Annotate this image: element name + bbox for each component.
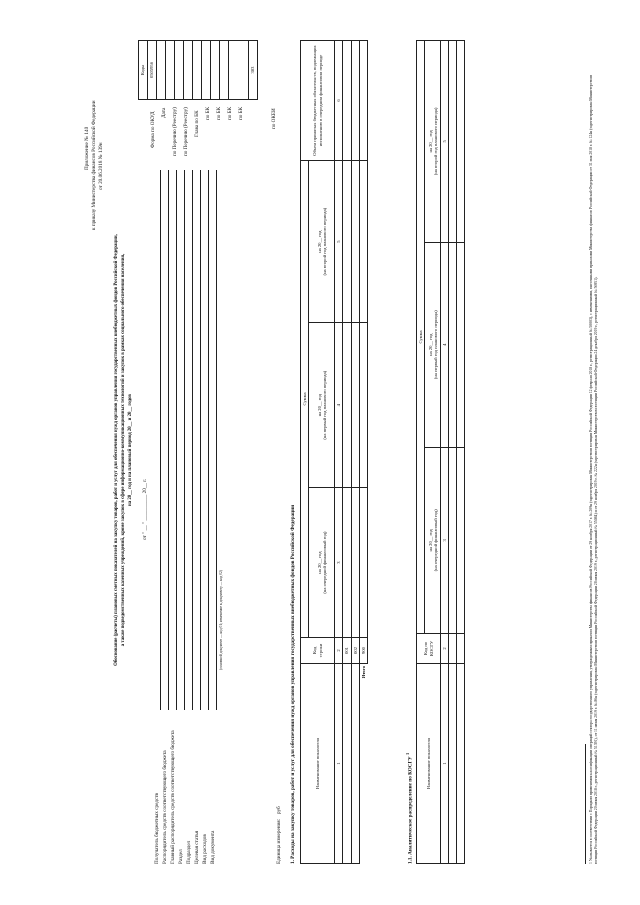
section-1-1-title: 1.1. Аналитическое распределение по КОСГУ $^1$ xyxy=(405,752,414,864)
total-y3[interactable] xyxy=(359,161,367,323)
row-1-code: 001 xyxy=(343,638,351,664)
kosgu-row-1-code[interactable] xyxy=(449,634,457,664)
col-year2-header: на 20__ год (на первый год планового периода) xyxy=(309,323,335,488)
field-subsection: Подраздел xyxy=(186,840,192,864)
bk-code-cell-2[interactable] xyxy=(202,41,211,100)
row-1-y2[interactable] xyxy=(343,323,351,488)
total-label: Итого xyxy=(361,666,367,679)
row-1-y3[interactable] xyxy=(343,161,351,323)
row-2-obl[interactable] xyxy=(351,41,359,161)
order-line-2: от 20.06.2018 № 139н xyxy=(98,142,104,190)
bk-code-cell-4[interactable] xyxy=(220,41,229,100)
kosgu-row-1-y1[interactable] xyxy=(449,447,457,633)
form-title-line-2: а также подведомственных казенных учреждений, кроме закупок в сфере информационно-коммуникационных технологий и закупок в рамках социального обеспечения населения, xyxy=(121,253,126,647)
field-line-4[interactable] xyxy=(184,170,185,710)
row-2-code: 002 xyxy=(351,638,359,664)
col-obligations-header: Объем принятых бюджетных обязательств, подлежащих исполнению в очередном финансовом периоде xyxy=(301,41,335,161)
total-y1[interactable] xyxy=(359,488,367,638)
total-y2[interactable] xyxy=(359,323,367,488)
num-6: 6 xyxy=(335,41,343,161)
kosgu-col-code-header: Код по КОСГУ xyxy=(417,634,441,664)
appendix-label: Приложение № 140 xyxy=(84,126,90,170)
kosgu-col-year3-header: на 20__ год (на второй год планового периода) xyxy=(425,41,441,243)
row-2-y2[interactable] xyxy=(351,323,359,488)
registry-code-cell-2[interactable] xyxy=(175,41,184,100)
field-section: Раздел xyxy=(178,849,184,864)
date-code-cell[interactable] xyxy=(157,41,166,100)
row-1-name[interactable] xyxy=(343,664,351,864)
row-1-obl[interactable] xyxy=(343,41,351,161)
doc-type-note: (основной документ — код 01; изменение к документу — код 02) xyxy=(219,570,223,670)
bk-label-3: по БК xyxy=(227,106,233,120)
bk-code-cell-3[interactable] xyxy=(211,41,220,100)
footnote-divider xyxy=(585,744,586,864)
unit-value: руб xyxy=(276,806,282,814)
kosgu-num-5: 5 xyxy=(441,41,449,243)
kosgu-num-2: 2 xyxy=(441,634,449,664)
codes-header: Коды xyxy=(139,41,148,100)
kosgu-num-3: 3 xyxy=(441,447,449,633)
field-recipient: Получатель бюджетных средств xyxy=(154,793,160,864)
order-line-1: к приказу Министерства финансов Российской Федерации xyxy=(91,100,97,230)
kosgu-row-1-y3[interactable] xyxy=(449,41,457,243)
section-1-title: 1. Расходы на закупку товаров, работ и услуг для обеспечения нужд органов управления государственных внебюджетных фондов Российской Федерации xyxy=(290,504,296,864)
kosgu-col-year2-header: на 20__ год (на первый год планового периода) xyxy=(425,242,441,447)
form-title-line-1: Обоснование (расчеты) плановых сметных показателей на закупку товаров, работ и услуг для обеспечения нужд органов управления государственных внебюджетных фондов Российской Федерации, xyxy=(114,234,119,666)
unit-label: Единица измерения: xyxy=(276,818,282,864)
form-date-line: от " __ " __________ 20__ г. xyxy=(142,478,148,540)
col-sum-header: Сумма xyxy=(301,161,309,638)
kosgu-num-1: 1 xyxy=(441,664,449,864)
row-1-y1[interactable] xyxy=(343,488,351,638)
kosgu-row-2-y1[interactable] xyxy=(457,447,465,633)
field-distributor: Распорядитель средств соответствующего бюджета xyxy=(162,750,168,864)
field-line-8[interactable] xyxy=(216,170,217,710)
kosgu-num-4: 4 xyxy=(441,242,449,447)
field-main-distributor: Главный распорядитель средств соответствующего бюджета xyxy=(170,730,176,864)
okei-value: 383 xyxy=(249,41,258,100)
expenses-table xyxy=(300,40,368,864)
kosgu-col-year1-header: на 20__ год (на очередной финансовый год) xyxy=(425,447,441,633)
field-expense-type: Вид расходов xyxy=(202,834,208,864)
row-2-name[interactable] xyxy=(351,664,359,864)
okud-label: Форма по ОКУД xyxy=(150,111,156,148)
kosgu-row-2-code[interactable] xyxy=(457,634,465,664)
col-year3-header: на 20__ год (на второй год планового периода) xyxy=(309,161,335,323)
bk-label-1: по БК xyxy=(205,106,211,120)
kosgu-row-2-name[interactable] xyxy=(457,664,465,864)
okei-label: по ОКЕИ xyxy=(271,108,277,129)
form-title-line-3: на 20__ год и на плановый период 20__ и 20__ годов xyxy=(128,394,133,506)
codes-table xyxy=(138,40,258,100)
rotated-form xyxy=(80,30,620,870)
table-row xyxy=(457,41,465,864)
kosgu-col-name-header: Наименование показателя xyxy=(417,664,441,864)
num-2: 2 xyxy=(335,638,343,664)
registry-label-1: по Перечню (Реестру) xyxy=(172,107,178,156)
row-2-y3[interactable] xyxy=(351,161,359,323)
glava-label: Глава по БК xyxy=(194,110,200,137)
kosgu-row-2-y2[interactable] xyxy=(457,242,465,447)
kosgu-row-1-name[interactable] xyxy=(449,664,457,864)
num-4: 4 xyxy=(335,323,343,488)
field-line-1[interactable] xyxy=(160,170,161,710)
field-line-7[interactable] xyxy=(208,170,209,710)
registry-label-2: по Перечню (Реестру) xyxy=(183,107,189,156)
field-doc-type: Вид документа xyxy=(210,830,216,864)
date-label: Дата xyxy=(161,107,167,118)
kosgu-table xyxy=(416,40,465,864)
bk-code-cell-1[interactable] xyxy=(193,41,202,100)
bk-label-2: по БК xyxy=(216,106,222,120)
field-line-6[interactable] xyxy=(200,170,201,710)
num-5: 5 xyxy=(335,161,343,323)
kosgu-row-2-y3[interactable] xyxy=(457,41,465,243)
field-line-5[interactable] xyxy=(192,170,193,710)
glava-code-cell[interactable] xyxy=(184,41,193,100)
kosgu-col-sum-header: Сумма xyxy=(417,41,425,634)
total-code: 900 xyxy=(359,638,367,664)
col-name-header: Наименование показателя xyxy=(301,664,335,864)
kosgu-row-1-y2[interactable] xyxy=(449,242,457,447)
footnote-text: 1 Указывается в соответствии с Порядком применения классификации операций сектора государственного управления, утвержденным приказом Министерства финансов Российской Федерации от 29 ноября 2017 г. № 209н (зарегистрирован Министерством юстиции Российской Федерации 12 февраля 2018 г., регистрационный № 50003), с изменениями, внесенными приказами Министерства финансов Российской Федерации от 31 мая 2018 г. № 124н (зарегистрирован Министерством юстиции Российской Федерации 20 июня 2018 г., регистрационный № 51391), от 11 июня 2019 г. № 86н (зарегистрирован Министерством юстиции Российской Федерации 28 июня 2019 г., регистрационный № 55084) и от 29 ноября 2019 г. № 222н (зарегистрирован Министерством юстиции Российской Федерации 24 декабря 2019 г., регистрационный № 56951). xyxy=(589,74,598,864)
field-line-2[interactable] xyxy=(168,170,169,710)
col-code-header: Код строки xyxy=(301,638,335,664)
total-obl[interactable] xyxy=(359,41,367,161)
num-3: 3 xyxy=(335,488,343,638)
col-year1-header: на 20__ год (на очередной финансовый год) xyxy=(309,488,335,638)
num-1: 1 xyxy=(335,664,343,864)
field-line-3[interactable] xyxy=(176,170,177,710)
field-target-article: Целевая статья xyxy=(194,830,200,864)
blank-code-cell xyxy=(229,41,249,100)
okud-value: 0505956 xyxy=(148,41,157,100)
table-row xyxy=(449,41,457,864)
registry-code-cell-1[interactable] xyxy=(166,41,175,100)
row-2-y1[interactable] xyxy=(351,488,359,638)
total-row xyxy=(359,41,367,864)
bk-label-4: по БК xyxy=(238,106,244,120)
table-row xyxy=(351,41,359,864)
table-row xyxy=(343,41,351,864)
